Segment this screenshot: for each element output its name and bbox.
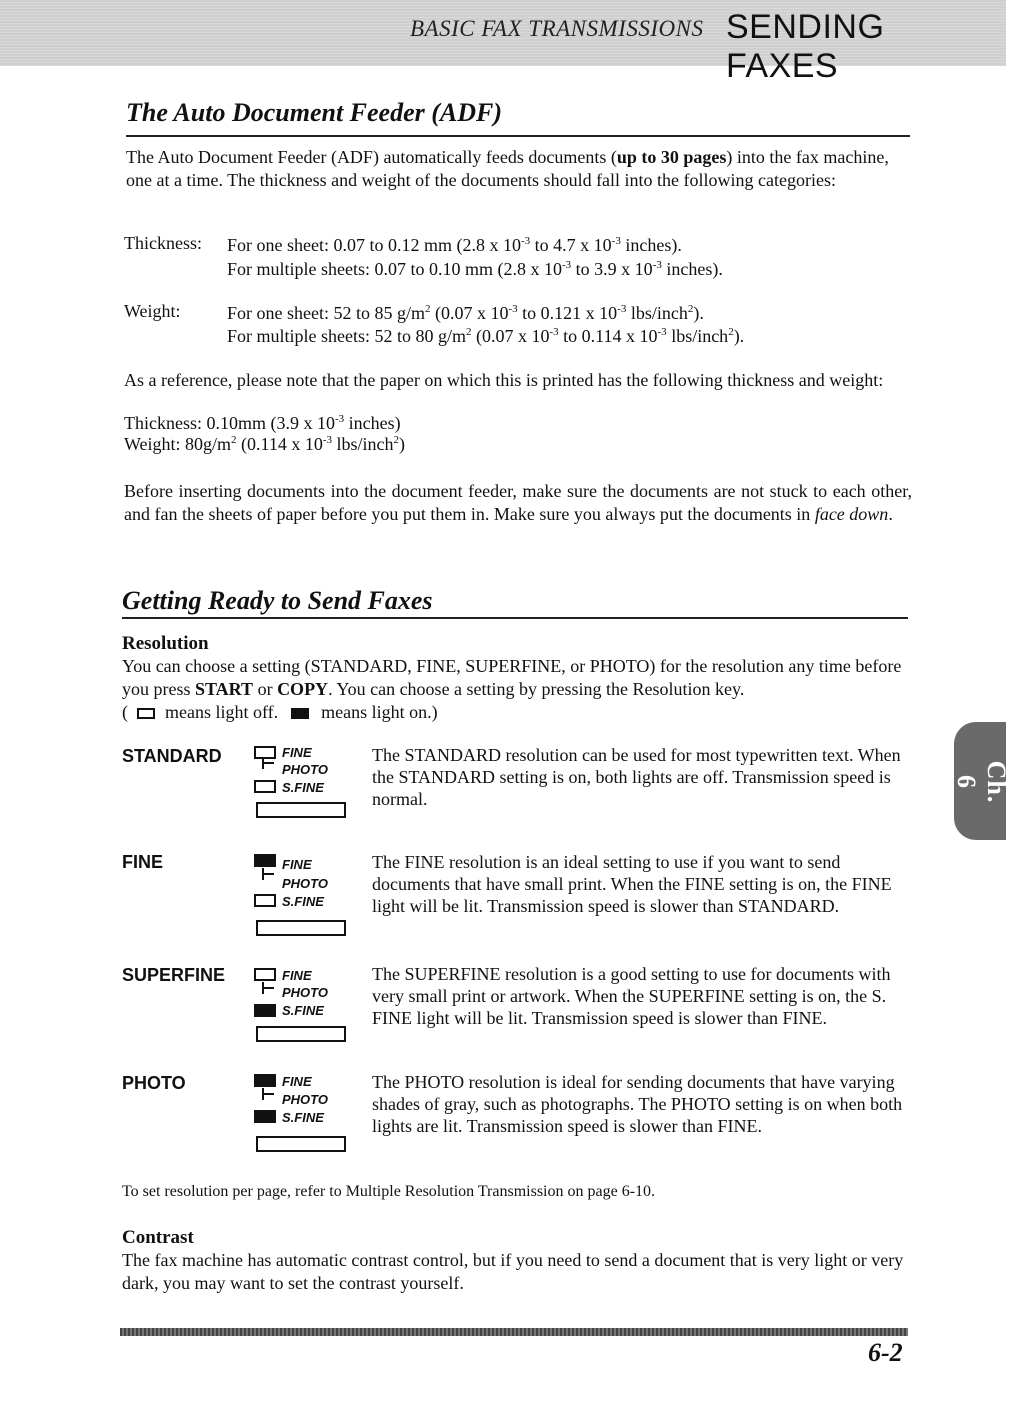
thickness-label: Thickness: — [124, 233, 202, 253]
light-off-icon — [137, 708, 155, 719]
fine-label: FINE — [122, 852, 164, 872]
photo-description: The PHOTO resolution is ideal for sending documents that have varying shades of gray, such as photographs. The PHOTO setting is on when both lights are lit. Transmission speed is slower than FINE. — [372, 1072, 903, 1136]
fine-light-on-icon — [254, 854, 276, 867]
photo-label: PHOTO — [122, 1073, 186, 1093]
photo-bracket — [262, 868, 276, 880]
reference-paragraph: As a reference, please note that the paper on which this is printed has the following thickness and weight: — [124, 370, 884, 390]
per-page-resolution-note: To set resolution per page, refer to Multiple Resolution Transmission on page 6-10. — [122, 1183, 656, 1200]
standard-label: STANDARD — [122, 746, 222, 766]
fine-description: The FINE resolution is an ideal setting to use if you want to send documents that have small print. When the FINE setting is on, the FINE light will be lit. Transmission speed is slower than STANDARD. — [372, 852, 892, 916]
sfine-light-on-icon — [254, 1110, 276, 1123]
photo-bracket — [262, 1088, 276, 1100]
sfine-light-on-icon — [254, 1004, 276, 1017]
contrast-heading: Contrast — [122, 1227, 194, 1248]
superfine-description: The SUPERFINE resolution is a good setting to use for documents with very small print or artwork. When the SUPERFINE setting is on, the S. FINE light will be lit. Transmission speed is slower than FINE. — [372, 964, 891, 1028]
resolution-paragraph: You can choose a setting (STANDARD, FINE, SUPERFINE, or PHOTO) for the resolution any time before you press START or COPY. You can choose a setting by pressing the Resolution key. — [122, 656, 902, 699]
chapter-tab: Ch. 6 — [954, 722, 1006, 840]
adf-intro-paragraph: The Auto Document Feeder (ADF) automatically feeds documents (up to 30 pages) into the fax machine, one at a time. The thickness and weight of the documents should fall into the following categories: — [126, 147, 889, 190]
fine-light-on-icon — [254, 1074, 276, 1087]
photo-panel-diagram: FINE PHOTO S.FINE — [250, 1062, 360, 1162]
standard-panel-diagram: FINE PHOTO S.FINE — [250, 742, 360, 842]
superfine-panel-diagram: FINE PHOTO S.FINE — [250, 962, 360, 1062]
photo-bracket — [262, 757, 276, 769]
adf-title-rule — [126, 135, 910, 137]
resolution-key — [256, 802, 346, 818]
resolution-key — [256, 920, 346, 936]
weight-one-sheet: For one sheet: 52 to 85 $g/m^2$ (0.07 x $10^{-3}$ to 0.121 x $10^{-3}$ lbs/inch$^2$). — [227, 303, 704, 323]
light-on-icon — [291, 708, 309, 719]
before-inserting-paragraph: Before inserting documents into the document feeder, make sure the documents are not stuck to each other, and fan the sheets of paper before you put them in. Make sure you always put the documents in face down. — [124, 481, 912, 524]
sfine-light-off-icon — [254, 780, 276, 793]
adf-section-title: The Auto Document Feeder (ADF) — [126, 98, 503, 127]
sfine-light-off-icon — [254, 894, 276, 907]
thickness-multiple-sheets: For multiple sheets: 0.07 to 0.10 mm (2.8 x $10^{-3}$ to 3.9 x $10^{-3}$ inches). — [227, 259, 723, 279]
thickness-one-sheet: For one sheet: 0.07 to 0.12 mm (2.8 x $10^{-3}$ to 4.7 x $10^{-3}$ inches). — [227, 235, 682, 255]
footer-rule — [120, 1328, 908, 1336]
contrast-paragraph: The fax machine has automatic contrast control, but if you need to send a document that is very light or very dark, you may want to set the contrast yourself. — [122, 1250, 904, 1293]
reference-weight: Weight: $80g/m^2$ (0.114 x $10^{-3}$ lbs/inch$^2$) — [124, 434, 406, 454]
fine-panel-diagram: FINE PHOTO S.FINE — [250, 846, 360, 946]
weight-multiple-sheets: For multiple sheets: 52 to 80 $g/m^2$ (0.07 x $10^{-3}$ to 0.114 x $10^{-3}$ lbs/inch$^2$). — [227, 326, 745, 346]
weight-label: Weight: — [124, 301, 181, 321]
standard-description: The STANDARD resolution can be used for most typewritten text. When the STANDARD setting is on, both lights are off. Transmission speed is normal. — [372, 745, 901, 809]
reference-thickness: Thickness: 0.10mm (3.9 x $10^{-3}$ inches) — [124, 413, 401, 433]
resolution-key — [256, 1026, 346, 1042]
resolution-key — [256, 1136, 346, 1152]
page-number: 6-2 — [868, 1338, 903, 1367]
light-legend: ( means light off. means light on.) — [122, 702, 438, 722]
photo-bracket — [262, 982, 276, 994]
ready-section-title: Getting Ready to Send Faxes — [122, 586, 433, 615]
superfine-label: SUPERFINE — [122, 965, 226, 985]
ready-title-rule — [122, 617, 908, 619]
fine-light-off-icon — [254, 968, 276, 981]
resolution-heading: Resolution — [122, 633, 209, 654]
header-chapter-title: SENDING FAXES — [726, 8, 885, 85]
header-section-name: BASIC FAX TRANSMISSIONS — [410, 16, 704, 41]
